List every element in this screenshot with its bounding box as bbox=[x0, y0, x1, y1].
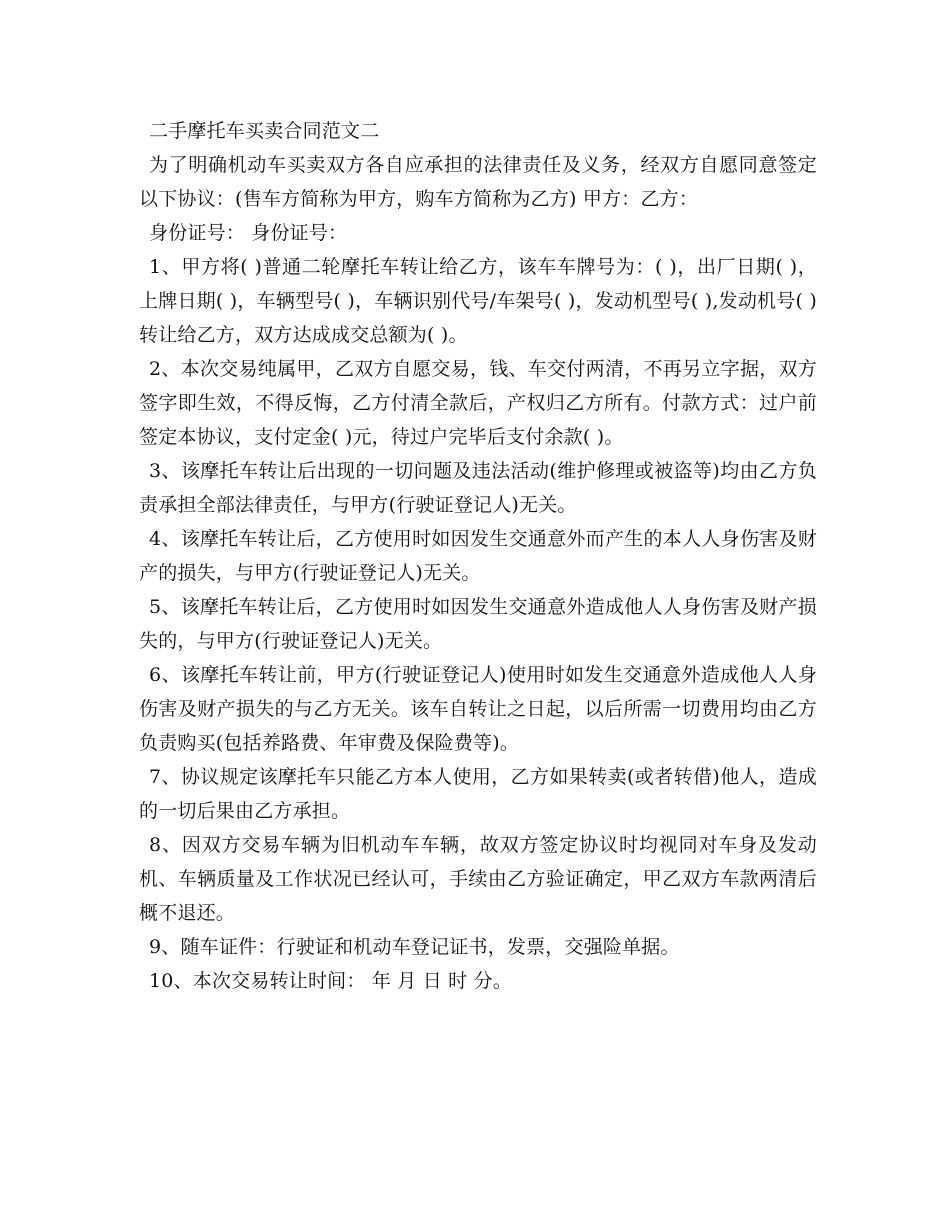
document-body bbox=[139, 114, 817, 998]
clause-2: 2、本次交易纯属甲，乙双方自愿交易，钱、车交付两清，不再另立字据，双方签字即生效，不得反悔，乙方付清全款后，产权归乙方所有。付款方式：过户前签定本协议，支付定金( )元，待过户完毕后支付余款( )。 bbox=[139, 358, 817, 448]
clause-8: 8、因双方交易车辆为旧机动车车辆，故双方签定协议时均视同对车身及发动机、车辆质量及工作状况已经认可，手续由乙方验证确定，甲乙双方车款两清后概不退还。 bbox=[139, 834, 817, 924]
clause-4: 4、该摩托车转让后，乙方使用时如因发生交通意外而产生的本人人身伤害及财产的损失，与甲方(行驶证登记人)无关。 bbox=[139, 528, 817, 584]
clause-7: 7、协议规定该摩托车只能乙方本人使用，乙方如果转卖(或者转借)他人，造成的一切后果由乙方承担。 bbox=[139, 766, 817, 822]
id-number-line: 身份证号： 身份证号： bbox=[149, 222, 348, 244]
clause-10: 10、本次交易转让时间： 年 月 日 时 分。 bbox=[149, 970, 512, 992]
clause-5: 5、该摩托车转让后，乙方使用时如因发生交通意外造成他人人身伤害及财产损失的，与甲方(行驶证登记人)无关。 bbox=[139, 596, 817, 652]
clause-6: 6、该摩托车转让前，甲方(行驶证登记人)使用时如发生交通意外造成他人人身伤害及财产损失的与乙方无关。该车自转让之日起，以后所需一切费用均由乙方负责购买(包括养路费、年审费及保险费等)。 bbox=[139, 664, 817, 754]
document-title: 二手摩托车买卖合同范文二 bbox=[149, 120, 380, 142]
clause-9: 9、随车证件：行驶证和机动车登记证书，发票，交强险单据。 bbox=[149, 936, 680, 958]
intro-paragraph: 为了明确机动车买卖双方各自应承担的法律责任及义务，经双方自愿同意签定以下协议：(售车方简称为甲方，购车方简称为乙方) 甲方：乙方： bbox=[139, 154, 817, 210]
clause-3: 3、该摩托车转让后出现的一切问题及违法活动(维护修理或被盗等)均由乙方负责承担全部法律责任，与甲方(行驶证登记人)无关。 bbox=[139, 460, 817, 516]
clause-1: 1、甲方将( )普通二轮摩托车转让给乙方，该车车牌号为：( )，出厂日期( )，上牌日期( )，车辆型号( )，车辆识别代号/车架号( )，发动机型号( ),发动机号( ) 转让给乙方，双方达成成交总额为( )。 bbox=[139, 256, 817, 346]
